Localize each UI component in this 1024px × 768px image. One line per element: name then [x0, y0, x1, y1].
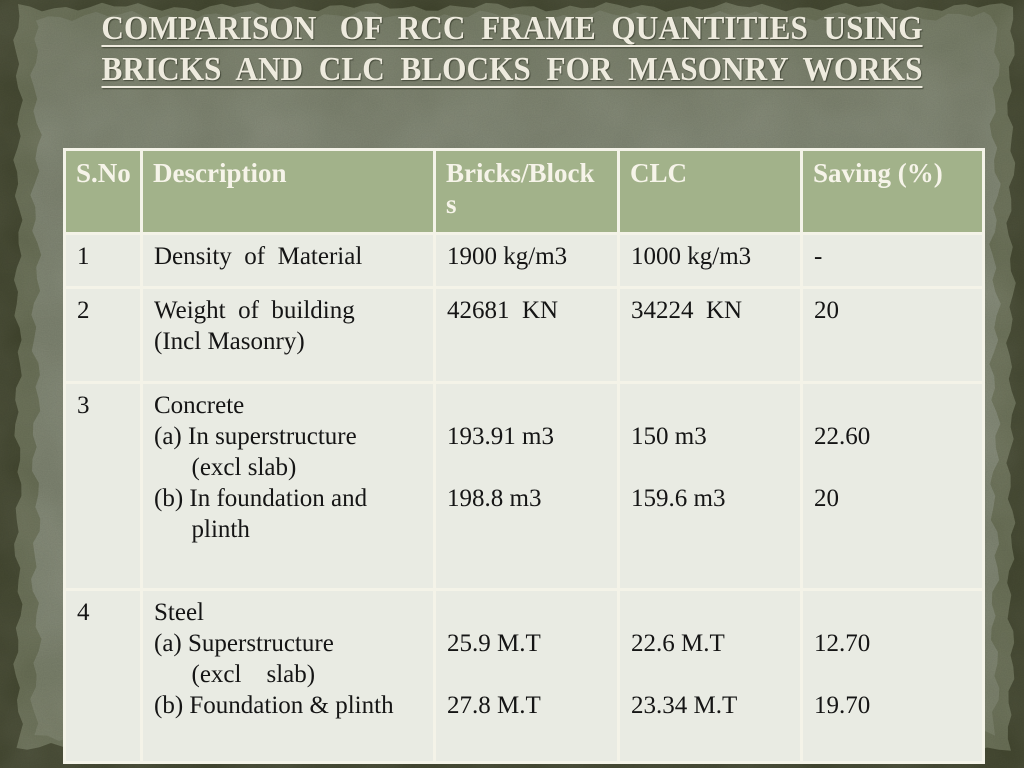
comparison-table — [63, 148, 985, 764]
cell-line — [814, 597, 976, 628]
slide-title — [41, 8, 983, 90]
table-row-steel — [65, 590, 984, 763]
cell-line — [447, 452, 611, 483]
cell-line: 12.70 — [814, 630, 871, 657]
cell-line: 1900 kg/m3 — [447, 243, 568, 270]
slide-title-line-1: COMPARISON OF RCC FRAME QUANTITIES USING — [101, 10, 923, 47]
cell-line: 150 m3 — [631, 423, 707, 450]
table-header-row — [65, 150, 984, 234]
cell-line — [631, 452, 794, 483]
header-description: Description — [142, 150, 435, 234]
cell-line: (b) Foundation & plinth — [154, 692, 394, 719]
cell-line — [631, 659, 794, 690]
cell-clc-value — [619, 590, 802, 763]
cell-line: Density of Material — [154, 243, 363, 270]
cell-line: 20 — [814, 485, 839, 512]
cell-line: 22.60 — [814, 423, 871, 450]
cell-line: 159.6 m3 — [631, 485, 726, 512]
cell-saving-value — [802, 383, 984, 590]
cell-line — [631, 390, 794, 421]
header-bricks-blocks-label: Bricks/Blocks — [446, 158, 595, 219]
cell-line: - — [814, 243, 823, 270]
cell-line — [631, 597, 794, 628]
cell-sno: 1 — [65, 234, 142, 288]
cell-bricks-value — [435, 234, 619, 288]
cell-description — [142, 383, 435, 590]
cell-bricks-value — [435, 288, 619, 383]
cell-description — [142, 234, 435, 288]
cell-sno: 3 — [65, 383, 142, 590]
cell-line: Steel — [154, 599, 204, 626]
cell-line: (b) In foundation and — [154, 485, 368, 512]
cell-description — [142, 590, 435, 763]
slide-title-line-2: BRICKS AND CLC BLOCKS FOR MASONRY WORKS — [101, 51, 923, 88]
header-bricks-blocks — [435, 150, 619, 234]
table-row-concrete — [65, 383, 984, 590]
cell-clc-value — [619, 383, 802, 590]
cell-line — [814, 659, 976, 690]
cell-line: 42681 KN — [447, 297, 559, 324]
header-sno: S.No — [65, 150, 142, 234]
cell-line: 20 — [814, 297, 839, 324]
cell-line: 27.8 M.T — [447, 692, 541, 719]
cell-saving-value — [802, 590, 984, 763]
cell-line: (a) In superstructure — [154, 423, 357, 450]
cell-line: (excl slab) — [154, 661, 316, 688]
cell-line: 23.34 M.T — [631, 692, 738, 719]
cell-line: 25.9 M.T — [447, 630, 541, 657]
cell-line: 193.91 m3 — [447, 423, 554, 450]
cell-line: (excl slab) — [154, 454, 297, 481]
cell-description — [142, 288, 435, 383]
cell-line: 19.70 — [814, 692, 871, 719]
cell-line: 198.8 m3 — [447, 485, 542, 512]
cell-line — [447, 390, 611, 421]
cell-line: 1000 kg/m3 — [631, 243, 752, 270]
cell-line: 34224 KN — [631, 297, 743, 324]
cell-line: (a) Superstructure — [154, 630, 334, 657]
cell-clc-value — [619, 234, 802, 288]
header-saving-percent: Saving (%) — [802, 150, 984, 234]
cell-line: (Incl Masonry) — [154, 328, 305, 355]
cell-line: plinth — [154, 516, 250, 543]
cell-line — [814, 390, 976, 421]
table-row-density — [65, 234, 984, 288]
cell-line: Concrete — [154, 392, 245, 419]
header-clc: CLC — [619, 150, 802, 234]
cell-line — [447, 659, 611, 690]
cell-bricks-value — [435, 590, 619, 763]
cell-line — [814, 452, 976, 483]
cell-line: Weight of building — [154, 297, 355, 324]
cell-sno: 2 — [65, 288, 142, 383]
cell-clc-value — [619, 288, 802, 383]
cell-line: 22.6 M.T — [631, 630, 725, 657]
table-row-weight — [65, 288, 984, 383]
cell-saving-value — [802, 288, 984, 383]
cell-sno: 4 — [65, 590, 142, 763]
cell-saving-value — [802, 234, 984, 288]
cell-bricks-value — [435, 383, 619, 590]
cell-line — [447, 597, 611, 628]
